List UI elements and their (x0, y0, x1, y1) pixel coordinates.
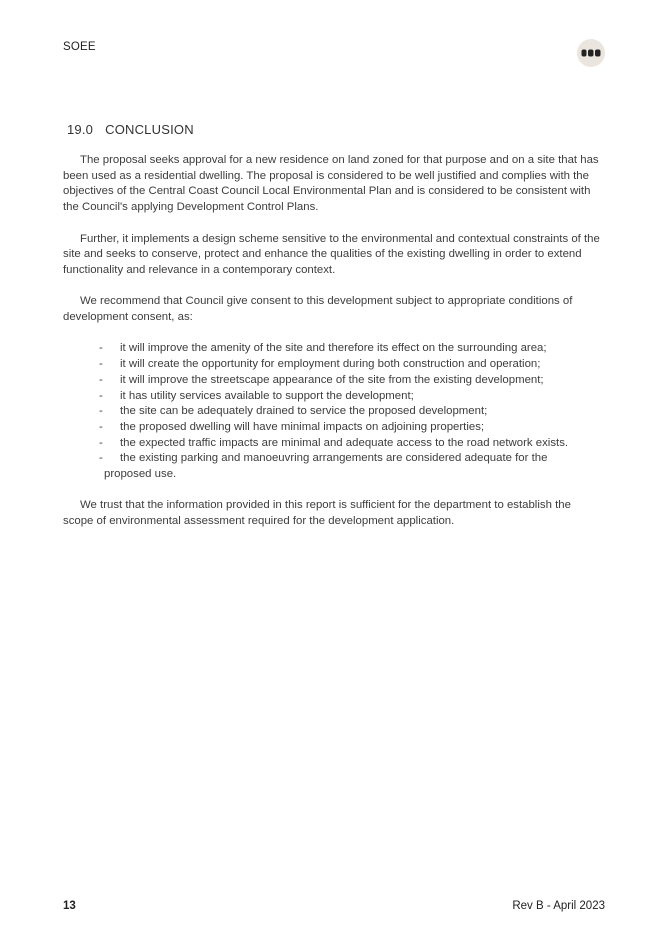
conclusion-body (63, 153, 603, 546)
list-item (99, 451, 603, 482)
bullet-dash: - (99, 373, 103, 386)
bullet-dash: - (99, 389, 103, 402)
revision-label: Rev B - April 2023 (512, 900, 605, 912)
list-item (99, 373, 603, 389)
list-item (99, 341, 603, 357)
conditions-list (63, 341, 603, 482)
list-item-text: it will improve the streetscape appearance of the site from the existing development; (120, 373, 544, 386)
list-item-text-continuation: proposed use. (104, 468, 177, 481)
bullet-dash: - (99, 436, 103, 449)
bullet-dash: - (99, 358, 103, 371)
company-logo (577, 39, 605, 67)
list-item-text: the existing parking and manoeuvring arrangements are considered adequate for the (120, 452, 548, 465)
bullet-dash: - (99, 452, 103, 465)
list-item-text: the proposed dwelling will have minimal impacts on adjoining properties; (120, 420, 485, 433)
bullet-dash: - (99, 342, 103, 355)
document-header-label: SOEE (63, 41, 96, 53)
paragraph: The proposal seeks approval for a new residence on land zoned for that purpose and on a site that has been used as a residential dwelling. The proposal is considered to be well justified and complies with the objectives of the Central Coast Council Local Environmental Plan and is considered to be consistent with the Council's applying Development Control Plans. (63, 154, 599, 214)
bullet-dash: - (99, 420, 103, 433)
list-item (99, 389, 603, 405)
list-item-text: it will create the opportunity for employment during both construction and operation; (120, 358, 541, 371)
page-number: 13 (63, 900, 76, 912)
section-title: CONCLUSION (105, 122, 194, 137)
list-item-text: it will improve the amenity of the site and therefore its effect on the surrounding area; (120, 342, 547, 355)
list-item (99, 420, 603, 436)
list-item-text: the site can be adequately drained to service the proposed development; (120, 405, 488, 418)
paragraph: We trust that the information provided in this report is sufficient for the department to establish the scope of environmental assessment required for the development application. (63, 499, 571, 528)
logo-mark-icon (581, 49, 601, 57)
list-item (99, 404, 603, 420)
section-heading (67, 122, 194, 137)
list-item (99, 357, 603, 373)
bullet-dash: - (99, 405, 103, 418)
list-item-text: the expected traffic impacts are minimal and adequate access to the road network exists. (120, 436, 569, 449)
list-item-text: it has utility services available to support the development; (120, 389, 414, 402)
paragraph: Further, it implements a design scheme sensitive to the environmental and contextual constraints of the site and seeks to conserve, protect and enhance the qualities of the existing dwelling in order to extend functionality and relevance in a contemporary context. (63, 232, 600, 276)
section-number: 19.0 (67, 122, 94, 137)
list-item (99, 436, 603, 452)
paragraph: We recommend that Council give consent to this development subject to appropriate conditions of development consent, as: (63, 295, 573, 323)
